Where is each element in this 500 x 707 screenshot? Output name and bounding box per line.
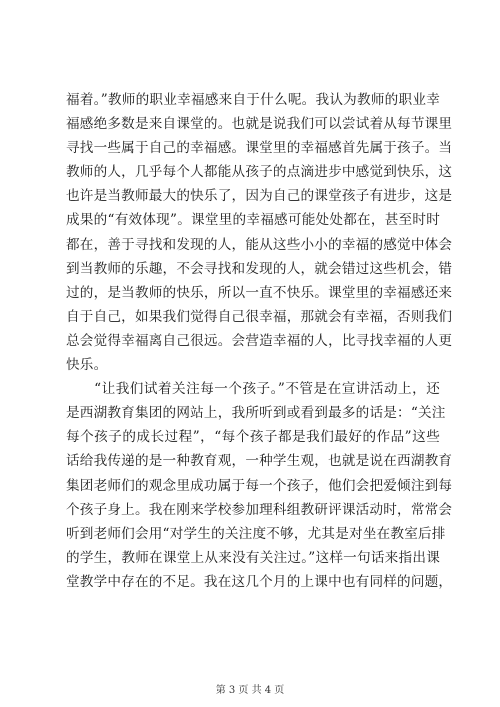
text-line: 每个孩子的成长过程”，“每个孩子都是我们最好的作品”这些 bbox=[66, 429, 440, 446]
text-line: 都在，善于寻找和发现的人，能从这些小小的幸福的感觉中体会 bbox=[66, 236, 453, 253]
text-line: 是西湖教育集团的网站上，我所听到或看到最多的话是：“关注 bbox=[66, 405, 446, 422]
text-line: 过的，是当教师的快乐，所以一直不快乐。课堂里的幸福感还来 bbox=[66, 284, 453, 301]
paragraph-1 bbox=[66, 88, 453, 377]
page-body bbox=[66, 88, 453, 594]
text-line: 话给我传递的是一种教育观，一种学生观，也就是说在西湖教育 bbox=[66, 453, 453, 470]
text-line: 集团老师们的观念里成功属于每一个孩子，他们会把爱倾注到每 bbox=[66, 477, 453, 494]
text-line: 到当教师的乐趣，不会寻找和发现的人，就会错过这些机会，错 bbox=[66, 260, 453, 277]
text-line: 总会觉得幸福离自己很远。会营造幸福的人，比寻找幸福的人更 bbox=[66, 332, 453, 349]
text-line: 福着。”教师的职业幸福感来自于什么呢。我认为教师的职业幸 bbox=[66, 92, 440, 108]
page-footer: 第 3 页 共 4 页 bbox=[215, 685, 285, 696]
text-line: 听到老师们会用“对学生的关注度不够，尤其是对坐在教室后排 bbox=[66, 525, 446, 542]
text-line: 堂教学中存在的不足。我在这几个月的上课中也有同样的问题， bbox=[66, 573, 453, 590]
text-line: 也许是当教师最大的快乐了，因为自己的课堂孩子有进步，这是 bbox=[66, 188, 453, 205]
text-line: 成果的“有效体现”。课堂里的幸福感可能处处都在，甚至时时 bbox=[66, 212, 440, 229]
text-line: 寻找一些属于自己的幸福感。课堂里的幸福感首先属于孩子。当 bbox=[66, 140, 453, 157]
text-line: 福感绝多数是来自课堂的。也就是说我们可以尝试着从每节课里 bbox=[66, 116, 453, 133]
text-line: “让我们试着关注每一个孩子。”不管是在宣讲活动上，还 bbox=[66, 381, 440, 398]
text-line: 快乐。 bbox=[66, 357, 108, 374]
paragraph-2 bbox=[66, 377, 453, 594]
text-line: 教师的人，几乎每个人都能从孩子的点滴进步中感觉到快乐，这 bbox=[66, 164, 453, 181]
text-line: 的学生，教师在课堂上从来没有关注过。”这样一句话来指出课 bbox=[66, 549, 440, 566]
text-line: 自于自己，如果我们觉得自己很幸福，那就会有幸福，否则我们 bbox=[66, 308, 453, 325]
text-line: 个孩子身上。我在刚来学校参加理科组教研评课活动时，常常会 bbox=[66, 501, 453, 518]
